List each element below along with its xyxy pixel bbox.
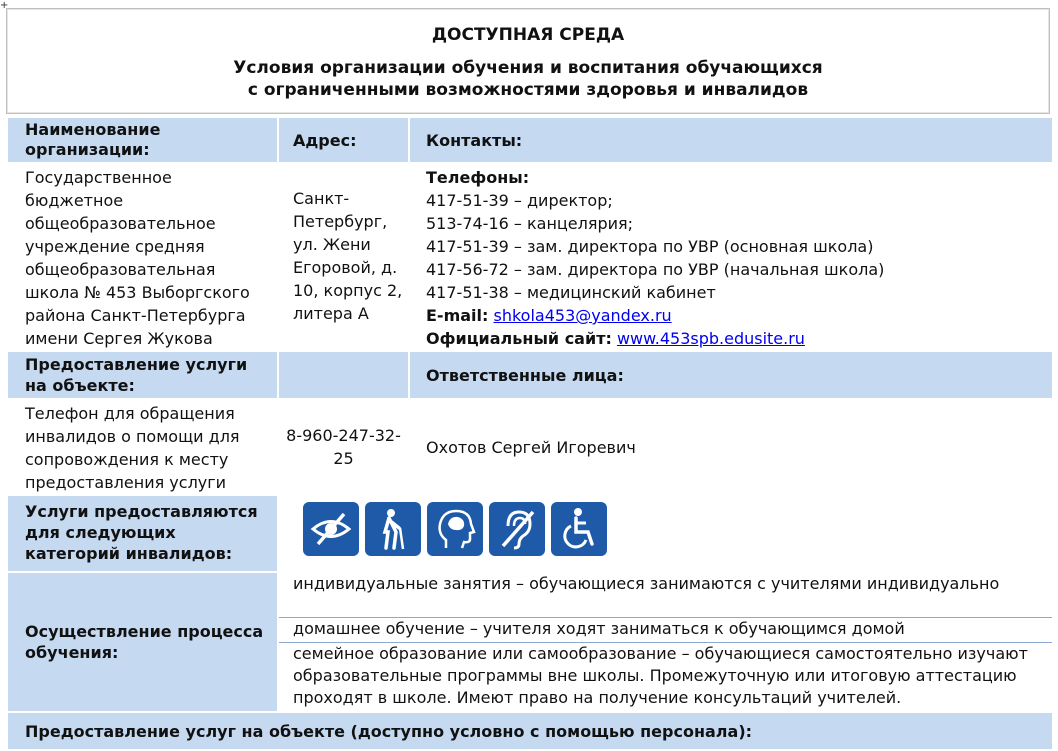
wheelchair-icon xyxy=(551,502,607,556)
education-item: семейное образование или самообразование – обучающиеся самостоятельно изучают образовательные программы вне школы. Промежуточную или итоговую аттестацию проходят в школе. Имеют право на получение консультаций учителей. xyxy=(293,644,1028,707)
document-title: ДОСТУПНАЯ СРЕДА xyxy=(431,25,625,45)
site-label: Официальный сайт: xyxy=(426,329,612,348)
phone-line: 417-56-72 – зам. директора по УВР (начальная школа) xyxy=(426,260,885,279)
document-header xyxy=(6,8,1050,114)
phone-help-number: 8-960-247-32-25 xyxy=(278,399,409,495)
accessibility-table xyxy=(6,116,1054,751)
email-link[interactable]: shkola453@yandex.ru xyxy=(493,306,672,325)
category-icons-cell xyxy=(278,495,1053,572)
service-header: Предоставление услуги на объекте: xyxy=(7,351,278,399)
contacts-cell xyxy=(409,163,1053,351)
email-label: E-mail: xyxy=(426,306,489,325)
site-link[interactable]: www.453spb.edusite.ru xyxy=(616,329,805,348)
corner-mark: + xyxy=(0,0,9,11)
phone-line: 417-51-39 – зам. директора по УВР (основная школа) xyxy=(426,237,874,256)
elderly-with-cane-icon xyxy=(365,502,421,556)
education-items-cell xyxy=(278,572,1053,712)
service-header-empty xyxy=(278,351,409,399)
phone-line: 513-74-16 – канцелярия; xyxy=(426,214,634,233)
category-icons xyxy=(279,496,1052,556)
education-item: индивидуальные занятия – обучающиеся занимаются с учителями индивидуально xyxy=(279,573,1052,618)
email-row xyxy=(426,304,1052,327)
footer-row: Предоставление услуг на объекте (доступно условно с помощью персонала): xyxy=(7,712,1053,750)
cognitive-disability-icon xyxy=(427,502,483,556)
phone-line: 417-51-38 – медицинский кабинет xyxy=(426,283,716,302)
address-cell: Санкт-Петербург, ул. Жени Егоровой, д. 10, корпус 2, литера А xyxy=(278,163,409,351)
categories-label: Услуги предоставляются для следующих категорий инвалидов: xyxy=(7,495,278,572)
education-item: домашнее обучение – учителя ходят заниматься к обучающимся домой xyxy=(279,618,1052,643)
responsible-person: Охотов Сергей Игоревич xyxy=(409,399,1053,495)
org-name-cell: Государственное бюджетное общеобразовательное учреждение средняя общеобразовательная школа № 453 Выборгского района Санкт-Петербурга имени Сергея Жукова xyxy=(7,163,278,351)
subtitle-line-2: с ограниченными возможностями здоровья и инвалидов xyxy=(247,80,809,100)
header-org-name: Наименование организации: xyxy=(7,117,278,163)
document-subtitle xyxy=(7,57,1049,101)
phone-line: 417-51-39 – директор; xyxy=(426,191,613,210)
education-label: Осуществление процесса обучения: xyxy=(7,572,278,712)
hearing-impairment-icon xyxy=(489,502,545,556)
phone-help-label: Телефон для обращения инвалидов о помощи для сопровождения к месту предоставления услуги xyxy=(7,399,278,495)
site-row xyxy=(426,327,1052,350)
phones-label: Телефоны: xyxy=(426,168,530,187)
visual-impairment-icon xyxy=(303,502,359,556)
header-contacts: Контакты: xyxy=(409,117,1053,163)
header-address: Адрес: xyxy=(278,117,409,163)
subtitle-line-1: Условия организации обучения и воспитания обучающихся xyxy=(233,58,823,78)
responsible-header: Ответственные лица: xyxy=(409,351,1053,399)
